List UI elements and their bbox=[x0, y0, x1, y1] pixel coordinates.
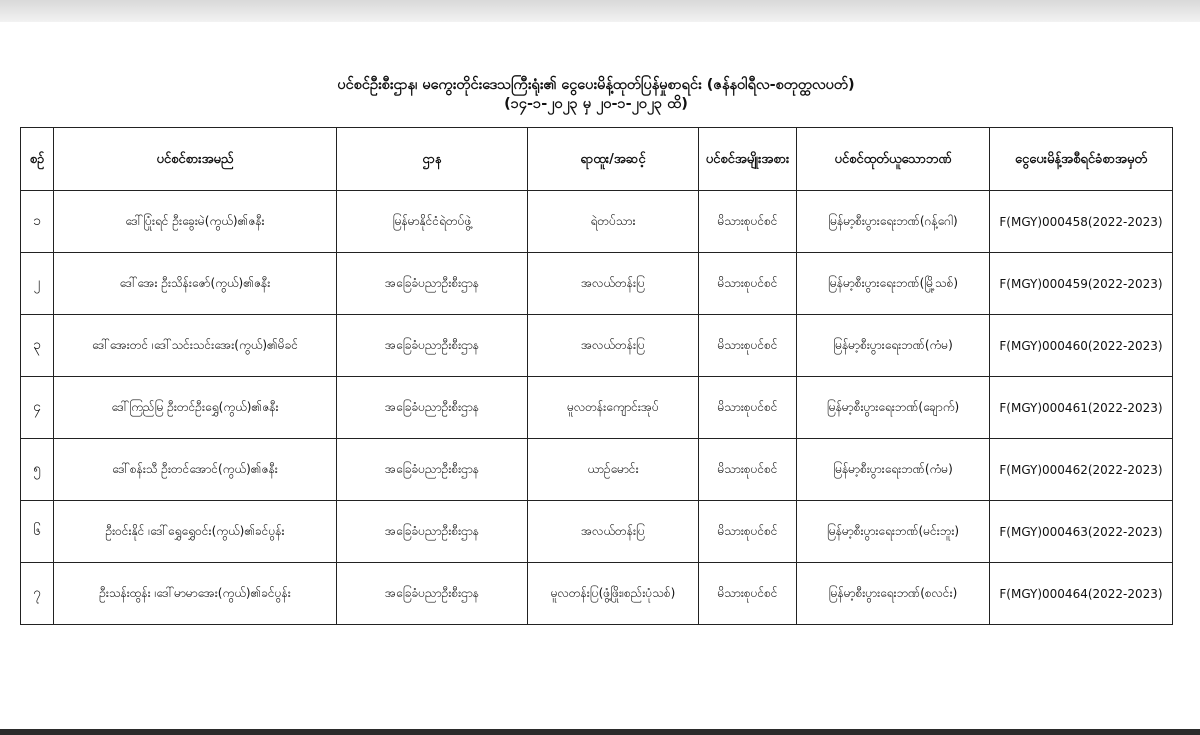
cell-dept: အခြေခံပညာဦးစီးဌာန bbox=[337, 377, 528, 439]
cell-order: F(MGY)000464(2022-2023) bbox=[990, 563, 1173, 625]
cell-name: ဒေါ်ပြုံးရင် ဦးခွေးမဲ(ကွယ်)၏ဇနီး bbox=[54, 191, 337, 253]
title-line-1: ပင်စင်ဦးစီးဌာန၊ မကွေးတိုင်းဒေသကြီးရုံး၏ ငွေပေးမိန့်ထုတ်ပြန်မှုစာရင်း (ဇန်နဝါရီလ-စတုတ္ထလပတ်) bbox=[337, 77, 855, 93]
cell-bank: မြန်မာ့စီးပွားရေးဘဏ်(မြို့သစ်) bbox=[797, 253, 990, 315]
header-rank: ရာထူး/အဆင့် bbox=[528, 128, 699, 191]
cell-name: ဒေါ်ကြည်မြ ဦးတင်ဦးရွှေ(ကွယ်)၏ဇနီး bbox=[54, 377, 337, 439]
table-row bbox=[21, 253, 1173, 315]
cell-order: F(MGY)000462(2022-2023) bbox=[990, 439, 1173, 501]
table-header-row bbox=[21, 128, 1173, 191]
title-line-2: (၁၄-၁-၂၀၂၃ မှ ၂၀-၁-၂၀၂၃ ထိ) bbox=[504, 96, 688, 112]
cell-type: မိသားစုပင်စင် bbox=[699, 377, 797, 439]
cell-name: ဒေါ်အေး ဦးသိန်းဇော်(ကွယ်)၏ဇနီး bbox=[54, 253, 337, 315]
cell-no: ၁ bbox=[21, 191, 54, 253]
cell-name: ဒေါ်အေးတင် ၊ဒေါ်သင်းသင်းအေး(ကွယ်)၏မိခင် bbox=[54, 315, 337, 377]
cell-dept: အခြေခံပညာဦးစီးဌာန bbox=[337, 253, 528, 315]
cell-dept: မြန်မာနိုင်ငံရဲတပ်ဖွဲ့ bbox=[337, 191, 528, 253]
table-row bbox=[21, 563, 1173, 625]
cell-type: မိသားစုပင်စင် bbox=[699, 315, 797, 377]
cell-type: မိသားစုပင်စင် bbox=[699, 439, 797, 501]
header-bank: ပင်စင်ထုတ်ယူသောဘဏ် bbox=[797, 128, 990, 191]
table-row bbox=[21, 191, 1173, 253]
cell-rank: မူလတန်းကျောင်းအုပ် bbox=[528, 377, 699, 439]
cell-bank: မြန်မာ့စီးပွားရေးဘဏ်(ချောက်) bbox=[797, 377, 990, 439]
cell-dept: အခြေခံပညာဦးစီးဌာန bbox=[337, 563, 528, 625]
header-dept: ဌာန bbox=[337, 128, 528, 191]
cell-rank: အလယ်တန်းပြ bbox=[528, 253, 699, 315]
cell-name: ဒေါ်စန်းသီ ဦးတင်အောင်(ကွယ်)၏ဇနီး bbox=[54, 439, 337, 501]
cell-rank: ရဲတပ်သား bbox=[528, 191, 699, 253]
cell-type: မိသားစုပင်စင် bbox=[699, 501, 797, 563]
cell-type: မိသားစုပင်စင် bbox=[699, 191, 797, 253]
window-top-bar bbox=[0, 0, 1200, 22]
cell-no: ၂ bbox=[21, 253, 54, 315]
cell-type: မိသားစုပင်စင် bbox=[699, 253, 797, 315]
cell-bank: မြန်မာ့စီးပွားရေးဘဏ်(ဂန့်ဂေါ) bbox=[797, 191, 990, 253]
cell-name: ဦးသန်းထွန်း ၊ဒေါ်မာမာအေး(ကွယ်)၏ခင်ပွန်း bbox=[54, 563, 337, 625]
window-bottom-bar bbox=[0, 729, 1200, 735]
header-name: ပင်စင်စားအမည် bbox=[54, 128, 337, 191]
table-row bbox=[21, 501, 1173, 563]
cell-no: ၃ bbox=[21, 315, 54, 377]
cell-bank: မြန်မာ့စီးပွားရေးဘဏ်(ကံမ) bbox=[797, 439, 990, 501]
cell-no: ၅ bbox=[21, 439, 54, 501]
table-row bbox=[21, 439, 1173, 501]
header-order: ငွေပေးမိန့်အစီရင်ခံစာအမှတ် bbox=[990, 128, 1173, 191]
cell-bank: မြန်မာ့စီးပွားရေးဘဏ်(စလင်း) bbox=[797, 563, 990, 625]
pension-order-table bbox=[20, 127, 1173, 625]
cell-rank: မူလတန်းပြ(ဖွံ့ဖြိုး၊စည်းပုံသစ်) bbox=[528, 563, 699, 625]
table-row bbox=[21, 315, 1173, 377]
cell-order: F(MGY)000463(2022-2023) bbox=[990, 501, 1173, 563]
cell-no: ၇ bbox=[21, 563, 54, 625]
cell-type: မိသားစုပင်စင် bbox=[699, 563, 797, 625]
cell-rank: အလယ်တန်းပြ bbox=[528, 501, 699, 563]
cell-rank: ယာဉ်မောင်း bbox=[528, 439, 699, 501]
header-type: ပင်စင်အမျိုးအစား bbox=[699, 128, 797, 191]
cell-order: F(MGY)000459(2022-2023) bbox=[990, 253, 1173, 315]
cell-name: ဦးဝင်းနိုင် ၊ဒေါ်ရွှေရွှေဝင်း(ကွယ်)၏ခင်ပွန်း bbox=[54, 501, 337, 563]
cell-order: F(MGY)000458(2022-2023) bbox=[990, 191, 1173, 253]
cell-order: F(MGY)000460(2022-2023) bbox=[990, 315, 1173, 377]
cell-bank: မြန်မာ့စီးပွားရေးဘဏ်(ကံမ) bbox=[797, 315, 990, 377]
cell-no: ၆ bbox=[21, 501, 54, 563]
cell-bank: မြန်မာ့စီးပွားရေးဘဏ်(မင်းဘူး) bbox=[797, 501, 990, 563]
header-no: စဉ် bbox=[21, 128, 54, 191]
document-title bbox=[20, 76, 1172, 114]
cell-dept: အခြေခံပညာဦးစီးဌာန bbox=[337, 315, 528, 377]
cell-no: ၄ bbox=[21, 377, 54, 439]
cell-rank: အလယ်တန်းပြ bbox=[528, 315, 699, 377]
cell-order: F(MGY)000461(2022-2023) bbox=[990, 377, 1173, 439]
cell-dept: အခြေခံပညာဦးစီးဌာန bbox=[337, 439, 528, 501]
table-row bbox=[21, 377, 1173, 439]
cell-dept: အခြေခံပညာဦးစီးဌာန bbox=[337, 501, 528, 563]
